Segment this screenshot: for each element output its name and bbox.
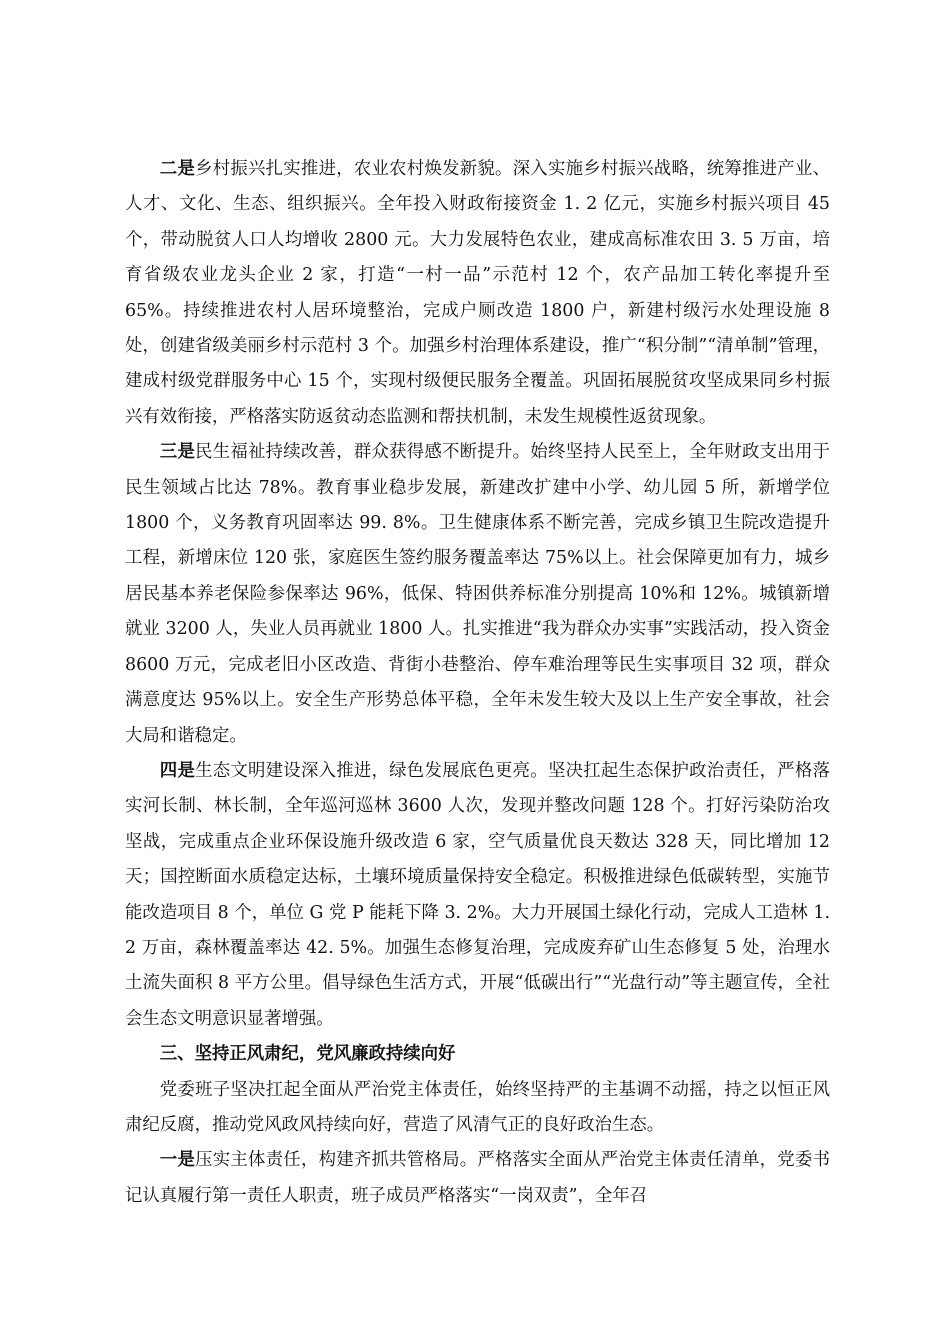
paragraph-ecology [125,754,830,1037]
section-intro-paragraph: 党委班子坚决扛起全面从严治党主体责任，始终坚持严的主基调不动摇，持之以恒正风肃纪反腐，推动党风政风持续向好，营造了风清气正的良好政治生态。 [125,1079,830,1135]
paragraph-lead: 一是 [159,1150,196,1171]
paragraph-lead: 三是 [159,442,196,463]
paragraph-lead: 四是 [159,760,196,781]
paragraph-lead: 二是 [159,159,196,179]
paragraph-text: 生态文明建设深入推进，绿色发展底色更亮。坚决扛起生态保护政治责任，严格落实河长制、林长制，全年巡河巡林 3600 人次，发现并整改问题 128 个。打好污染防治攻坚战，完成重点企业环保设施升级改造 6 家，空气质量优良天数达 328 天，同比增加 12 天；国控断面水质稳定达标，土壤环境质量保持安全稳定。积极推进绿色低碳转型，实施节能改造项目 8 个，单位 G 党 P 能耗下降 3. 2%。大力开展国土绿化行动，完成人工造林 1. 2 万亩，森林覆盖率达 42. 5%。加强生态修复治理，完成废弃矿山生态修复 5 处，治理水土流失面积 8 平方公里。倡导绿色生活方式，开展“低碳出行”“光盘行动”等主题宣传，全社会生态文明意识显著增强。 [125,760,830,1029]
paragraph-text: 乡村振兴扎实推进，农业农村焕发新貌。深入实施乡村振兴战略，统筹推进产业、人才、文化、生态、组织振兴。全年投入财政衔接资金 1. 2 亿元，实施乡村振兴项目 45 个，带动脱贫人口人均增收 2800 元。大力发展特色农业，建成高标准农田 3. 5 万亩，培育省级农业龙头企业 2 家，打造“一村一品”示范村 12 个，农产品加工转化率提升至 65%。持续推进农村人居环境整治，完成户厕改造 1800 户，新建村级污水处理设施 8 处，创建省级美丽乡村示范村 3 个。加强乡村治理体系建设，推广“积分制”“清单制”管理，建成村级党群服务中心 15 个，实现村级便民服务全覆盖。巩固拓展脱贫攻坚成果同乡村振兴有效衔接，严格落实防返贫动态监测和帮扶机制，未发生规模性返贫现象。 [125,159,830,427]
paragraph-text: 民生福祉持续改善，群众获得感不断提升。始终坚持人民至上，全年财政支出用于民生领域占比达 78%。教育事业稳步发展，新建改扩建中小学、幼儿园 5 所，新增学位 1800 个，义务教育巩固率达 99. 8%。卫生健康体系不断完善，完成乡镇卫生院改造提升工程，新增床位 120 张，家庭医生签约服务覆盖率达 75%以上。社会保障更加有力，城乡居民基本养老保险参保率达 96%，低保、特困供养标准分别提高 10%和 12%。城镇新增就业 3200 人，失业人员再就业 1800 人。扎实推进“我为群众办实事”实践活动，投入资金 8600 万元，完成老旧小区改造、背街小巷整治、停车难治理等民生实事项目 32 项，群众满意度达 95%以上。安全生产形势总体平稳，全年未发生较大及以上生产安全事故，社会大局和谐稳定。 [125,442,830,746]
section-heading: 三、坚持正风肃纪，党风廉政持续向好 [159,1044,456,1065]
paragraph-responsibility [125,1143,830,1214]
paragraph-rural-revitalization [125,152,830,435]
paragraph-livelihood [125,435,830,754]
paragraph-text: 压实主体责任，构建齐抓共管格局。严格落实全面从严治党主体责任清单，党委书记认真履行第一责任人职责，班子成员严格落实“一岗双责”，全年召 [125,1150,830,1206]
document-page [125,152,830,1214]
